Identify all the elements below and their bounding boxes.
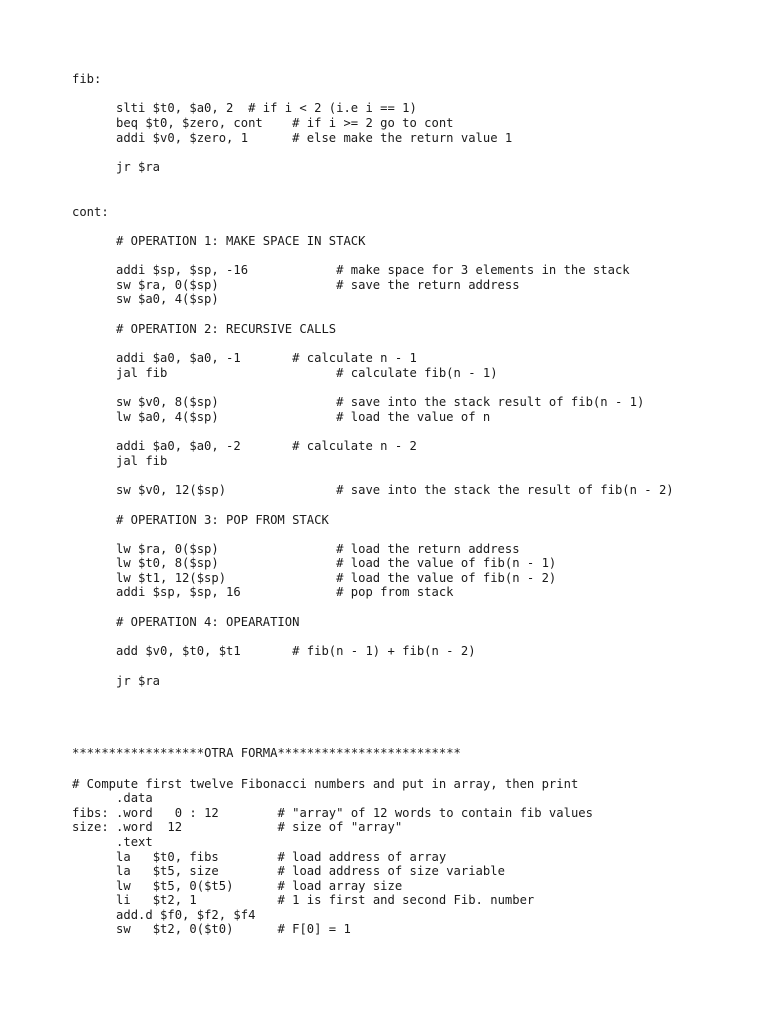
- code-line: add.d $f0, $f2, $f4: [72, 908, 256, 922]
- code-line: jr $ra: [116, 160, 161, 174]
- code-line: lw $t5, 0($t5) # load array size: [72, 879, 403, 893]
- code-line: lw $a0, 4($sp) # load the value of n: [116, 410, 491, 424]
- code-comment-heading: # OPERATION 4: OPEARATION: [116, 615, 300, 629]
- code-line: lw $t0, 8($sp) # load the value of fib(n - 1): [116, 556, 557, 570]
- code-line: sw $a0, 4($sp): [116, 292, 219, 306]
- code-comment-heading: # OPERATION 1: MAKE SPACE IN STACK: [116, 234, 366, 248]
- code-line: fibs: .word 0 : 12 # "array" of 12 words to contain fib values: [72, 806, 593, 820]
- code-line: addi $a0, $a0, -2 # calculate n - 2: [116, 439, 417, 453]
- code-line: sw $t2, 0($t0) # F[0] = 1: [72, 922, 351, 936]
- code-line: .data: [72, 791, 153, 805]
- code-line: sw $v0, 8($sp) # save into the stack result of fib(n - 1): [116, 395, 645, 409]
- code-line: add $v0, $t0, $t1 # fib(n - 1) + fib(n - 2): [116, 644, 476, 658]
- code-line: lw $t1, 12($sp) # load the value of fib(n - 2): [116, 571, 557, 585]
- code-line: size: .word 12 # size of "array": [72, 820, 403, 834]
- code-label-cont: cont:: [72, 205, 109, 219]
- code-line: addi $v0, $zero, 1 # else make the return value 1: [116, 131, 513, 145]
- code-line: sw $v0, 12($sp) # save into the stack the result of fib(n - 2): [116, 483, 674, 497]
- code-line: addi $a0, $a0, -1 # calculate n - 1: [116, 351, 417, 365]
- section-divider: ******************OTRA FORMA*************************: [72, 746, 461, 760]
- code-line: la $t0, fibs # load address of array: [72, 850, 447, 864]
- code-line: lw $ra, 0($sp) # load the return address: [116, 542, 520, 556]
- code-line: addi $sp, $sp, 16 # pop from stack: [116, 585, 454, 599]
- code-line: slti $t0, $a0, 2 # if i < 2 (i.e i == 1): [116, 101, 417, 115]
- code-line: jal fib # calculate fib(n - 1): [116, 366, 498, 380]
- code-line: la $t5, size # load address of size variable: [72, 864, 505, 878]
- code-label-fib: fib:: [72, 72, 102, 86]
- code-comment: # Compute first twelve Fibonacci numbers and put in array, then print: [72, 777, 579, 791]
- code-line: jal fib: [116, 454, 168, 468]
- code-comment-heading: # OPERATION 3: POP FROM STACK: [116, 513, 329, 527]
- code-line: li $t2, 1 # 1 is first and second Fib. number: [72, 893, 535, 907]
- code-line: sw $ra, 0($sp) # save the return address: [116, 278, 520, 292]
- code-line: addi $sp, $sp, -16 # make space for 3 elements in the stack: [116, 263, 630, 277]
- code-line: jr $ra: [116, 674, 161, 688]
- code-comment-heading: # OPERATION 2: RECURSIVE CALLS: [116, 322, 337, 336]
- code-line: beq $t0, $zero, cont # if i >= 2 go to cont: [116, 116, 454, 130]
- code-line: .text: [72, 835, 153, 849]
